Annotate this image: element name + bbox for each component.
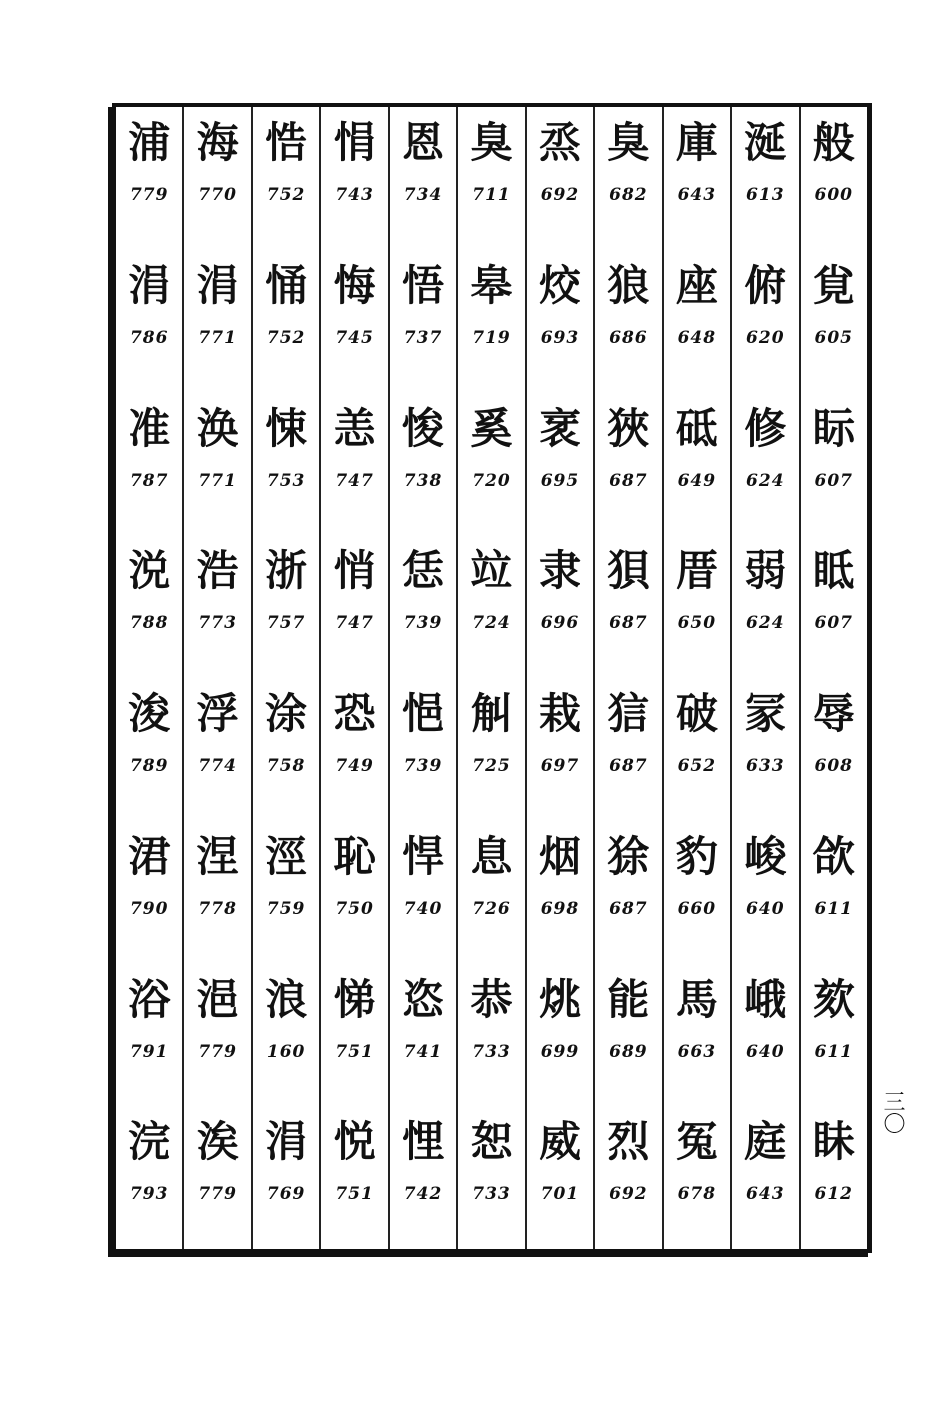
page-folio: 三〇	[880, 1090, 905, 1134]
entry-character: 修	[744, 403, 787, 453]
entry-page-number: 663	[677, 1041, 717, 1062]
entry-character: 狳	[607, 831, 650, 881]
entry-page-number: 160	[266, 1041, 306, 1062]
entry-page-number: 643	[677, 185, 717, 205]
index-entry	[321, 107, 387, 250]
entry-character: 浣	[128, 1117, 171, 1167]
entry-character: 涇	[265, 831, 308, 881]
index-entry	[458, 821, 524, 964]
index-entry	[527, 678, 593, 821]
entry-page-number: 652	[677, 756, 717, 776]
entry-page-number: 699	[540, 1041, 580, 1062]
index-column	[730, 107, 798, 1249]
entry-character: 悔	[333, 260, 376, 310]
index-entry	[458, 250, 524, 393]
entry-character: 觓	[470, 689, 513, 738]
entry-page-number: 753	[266, 470, 306, 491]
index-entry	[664, 535, 730, 678]
entry-character: 恁	[402, 546, 445, 596]
entry-page-number: 605	[814, 327, 853, 348]
entry-character: 眛	[812, 1117, 855, 1167]
entry-character: 浦	[128, 118, 171, 167]
entry-page-number: 759	[266, 898, 306, 919]
entry-character: 庭	[744, 1117, 787, 1167]
index-entry	[664, 678, 730, 821]
entry-page-number: 649	[677, 470, 717, 491]
index-entry	[390, 821, 456, 964]
index-entry	[527, 821, 593, 964]
entry-character: 栽	[538, 689, 581, 738]
index-column	[388, 107, 456, 1249]
entry-page-number: 620	[746, 327, 785, 348]
entry-page-number: 696	[540, 613, 580, 634]
entry-page-number: 720	[472, 470, 511, 491]
entry-page-number: 742	[403, 1184, 443, 1205]
entry-character: 涓	[265, 1117, 308, 1167]
entry-page-number: 789	[129, 756, 169, 776]
index-entry	[664, 964, 730, 1107]
index-entry	[253, 393, 319, 536]
entry-page-number: 693	[540, 327, 580, 348]
entry-character: 皋	[470, 260, 513, 310]
entry-character: 欱	[812, 831, 855, 881]
entry-page-number: 751	[335, 1041, 374, 1062]
index-entry	[116, 107, 182, 250]
index-entry	[116, 964, 182, 1107]
entry-page-number: 773	[198, 613, 237, 634]
entry-character: 浥	[196, 974, 239, 1024]
index-entry	[801, 107, 867, 250]
entry-character: 眡	[812, 546, 855, 596]
entry-character: 般	[812, 118, 855, 167]
index-entry	[527, 1106, 593, 1249]
index-entry	[184, 250, 250, 393]
index-entry	[458, 964, 524, 1107]
index-column	[182, 107, 250, 1249]
entry-page-number: 687	[609, 470, 648, 491]
index-entry	[184, 678, 250, 821]
entry-character: 破	[675, 689, 718, 738]
index-entry	[664, 821, 730, 964]
entry-page-number: 613	[746, 185, 785, 205]
entry-page-number: 608	[814, 756, 853, 776]
entry-character: 烑	[538, 974, 581, 1024]
index-entry	[801, 393, 867, 536]
entry-page-number: 752	[266, 327, 306, 348]
entry-character: 峻	[744, 831, 787, 881]
entry-page-number: 739	[403, 756, 443, 776]
entry-character: 座	[675, 260, 718, 310]
entry-page-number: 624	[746, 613, 785, 634]
index-entry	[458, 393, 524, 536]
entry-page-number: 607	[814, 470, 853, 491]
entry-character: 悟	[402, 260, 445, 310]
entry-character: 欬	[812, 974, 855, 1024]
entry-page-number: 791	[129, 1041, 169, 1062]
entry-page-number: 701	[540, 1184, 580, 1205]
index-column	[662, 107, 730, 1249]
entry-page-number: 779	[198, 1184, 237, 1205]
index-entry	[527, 393, 593, 536]
entry-character: 浮	[196, 689, 239, 738]
index-column	[799, 107, 867, 1249]
index-entry	[732, 535, 798, 678]
entry-character: 馬	[675, 974, 718, 1024]
entry-page-number: 743	[335, 185, 374, 205]
entry-page-number: 774	[198, 756, 237, 776]
entry-page-number: 698	[540, 898, 580, 919]
entry-character: 浴	[128, 974, 171, 1024]
entry-page-number: 747	[335, 613, 374, 634]
entry-character: 涅	[196, 831, 239, 881]
index-entry	[390, 1106, 456, 1249]
entry-character: 峨	[744, 974, 787, 1024]
entry-page-number: 624	[746, 470, 785, 491]
index-entry	[732, 1106, 798, 1249]
entry-page-number: 687	[609, 898, 648, 919]
entry-character: 恩	[402, 118, 445, 167]
entry-page-number: 790	[129, 898, 169, 919]
index-entry	[253, 678, 319, 821]
entry-page-number: 725	[472, 756, 511, 776]
index-entry	[116, 535, 182, 678]
entry-page-number: 640	[746, 898, 785, 919]
entry-character: 悀	[265, 260, 308, 310]
entry-character: 烟	[538, 831, 581, 881]
index-entry	[390, 678, 456, 821]
index-entry	[116, 1106, 182, 1249]
index-column	[593, 107, 661, 1249]
entry-character: 狺	[607, 689, 650, 738]
entry-page-number: 769	[266, 1184, 306, 1205]
entry-page-number: 740	[403, 898, 443, 919]
entry-page-number: 711	[472, 185, 511, 205]
entry-page-number: 648	[677, 327, 717, 348]
entry-character: 悛	[402, 403, 445, 453]
entry-page-number: 695	[540, 470, 580, 491]
index-table	[112, 103, 872, 1253]
entry-character: 悁	[333, 118, 376, 167]
entry-page-number: 738	[403, 470, 443, 491]
index-entry	[253, 250, 319, 393]
entry-character: 恥	[333, 831, 376, 881]
entry-page-number: 752	[266, 185, 306, 205]
index-entry	[321, 964, 387, 1107]
entry-page-number: 779	[198, 1041, 237, 1062]
index-entry	[253, 535, 319, 678]
index-entry	[184, 393, 250, 536]
index-entry	[595, 678, 661, 821]
index-entry	[664, 1106, 730, 1249]
entry-page-number: 751	[335, 1184, 374, 1205]
entry-character: 涓	[196, 260, 239, 310]
entry-character: 海	[196, 118, 239, 167]
entry-character: 烄	[538, 260, 581, 310]
entry-character: 恐	[333, 689, 376, 738]
entry-character: 覍	[812, 260, 855, 310]
entry-page-number: 611	[814, 898, 853, 919]
entry-character: 烝	[538, 118, 581, 167]
entry-character: 浩	[196, 546, 239, 596]
entry-page-number: 726	[472, 898, 511, 919]
index-entry	[595, 250, 661, 393]
entry-character: 悦	[333, 1117, 376, 1167]
index-entry	[732, 821, 798, 964]
entry-page-number: 697	[540, 756, 580, 776]
index-entry	[732, 393, 798, 536]
index-column	[251, 107, 319, 1249]
entry-page-number: 719	[472, 327, 511, 348]
entry-page-number: 686	[609, 327, 648, 348]
index-entry	[184, 964, 250, 1107]
index-entry	[664, 393, 730, 536]
entry-character: 涘	[196, 1117, 239, 1167]
entry-page-number: 757	[266, 613, 306, 634]
entry-page-number: 692	[540, 185, 580, 205]
entry-character: 浙	[265, 546, 308, 596]
index-entry	[527, 107, 593, 250]
index-entry	[664, 250, 730, 393]
index-column	[116, 107, 182, 1249]
entry-page-number: 682	[609, 185, 648, 205]
entry-character: 狽	[607, 546, 650, 596]
entry-character: 浚	[128, 689, 171, 738]
index-entry	[595, 107, 661, 250]
index-entry	[184, 107, 250, 250]
index-entry	[253, 964, 319, 1107]
entry-character: 恙	[333, 403, 376, 453]
entry-character: 狼	[607, 260, 650, 310]
entry-character: 涎	[744, 118, 787, 167]
index-entry	[390, 964, 456, 1107]
index-entry	[732, 107, 798, 250]
entry-character: 豹	[675, 831, 718, 881]
entry-character: 眎	[812, 403, 855, 453]
entry-character: 俯	[744, 260, 787, 310]
index-entry	[390, 107, 456, 250]
entry-page-number: 678	[677, 1184, 717, 1205]
entry-character: 冤	[675, 1117, 718, 1167]
entry-page-number: 786	[129, 327, 169, 348]
index-entry	[390, 393, 456, 536]
index-entry	[527, 535, 593, 678]
entry-character: 悚	[265, 403, 308, 453]
entry-page-number: 749	[335, 756, 374, 776]
index-entry	[527, 964, 593, 1107]
entry-character: 奚	[470, 403, 513, 453]
index-entry	[321, 535, 387, 678]
index-column	[319, 107, 387, 1249]
entry-page-number: 745	[335, 327, 374, 348]
index-entry	[321, 1106, 387, 1249]
index-entry	[732, 678, 798, 821]
entry-character: 涂	[265, 689, 308, 738]
entry-character: 砥	[675, 403, 718, 453]
entry-page-number: 771	[198, 470, 237, 491]
entry-character: 悄	[333, 546, 376, 596]
entry-page-number: 788	[129, 613, 169, 634]
entry-character: 悒	[402, 689, 445, 738]
entry-page-number: 643	[746, 1184, 785, 1205]
entry-character: 涚	[128, 546, 171, 596]
index-entry	[595, 821, 661, 964]
index-entry	[184, 821, 250, 964]
entry-page-number: 633	[746, 756, 785, 776]
entry-page-number: 692	[609, 1184, 648, 1205]
index-entry	[253, 107, 319, 250]
entry-character: 恕	[470, 1117, 513, 1167]
index-entry	[732, 964, 798, 1107]
index-entry	[116, 678, 182, 821]
entry-character: 辱	[812, 689, 855, 738]
index-entry	[732, 250, 798, 393]
entry-character: 弱	[744, 546, 787, 596]
index-entry	[595, 535, 661, 678]
index-entry	[184, 535, 250, 678]
entry-character: 竝	[470, 546, 513, 596]
entry-page-number: 733	[472, 1041, 511, 1062]
entry-character: 涒	[128, 831, 171, 881]
entry-page-number: 724	[472, 613, 511, 634]
index-entry	[801, 964, 867, 1107]
entry-character: 衺	[538, 403, 581, 453]
entry-character: 息	[470, 831, 513, 881]
index-entry	[801, 250, 867, 393]
index-entry	[184, 1106, 250, 1249]
index-entry	[253, 821, 319, 964]
entry-character: 恣	[402, 974, 445, 1024]
index-entry	[390, 250, 456, 393]
index-entry	[527, 250, 593, 393]
entry-character: 臭	[607, 118, 650, 167]
index-entry	[801, 678, 867, 821]
entry-character: 臭	[470, 118, 513, 167]
entry-page-number: 734	[403, 185, 443, 205]
index-entry	[801, 821, 867, 964]
entry-page-number: 600	[814, 185, 853, 205]
index-entry	[321, 821, 387, 964]
index-entry	[595, 393, 661, 536]
entry-page-number: 733	[472, 1184, 511, 1205]
index-entry	[458, 107, 524, 250]
index-entry	[390, 535, 456, 678]
entry-character: 威	[538, 1117, 581, 1167]
index-entry	[458, 678, 524, 821]
index-column	[456, 107, 524, 1249]
entry-page-number: 687	[609, 756, 648, 776]
entry-page-number: 771	[198, 327, 237, 348]
entry-character: 隶	[538, 546, 581, 596]
index-column	[525, 107, 593, 1249]
entry-page-number: 770	[198, 185, 237, 205]
entry-page-number: 758	[266, 756, 306, 776]
index-entry	[458, 1106, 524, 1249]
entry-character: 恭	[470, 974, 513, 1024]
entry-page-number: 778	[198, 898, 237, 919]
entry-character: 准	[128, 403, 171, 453]
entry-page-number: 660	[677, 898, 717, 919]
entry-page-number: 750	[335, 898, 374, 919]
index-entry	[116, 821, 182, 964]
entry-character: 悌	[333, 974, 376, 1024]
entry-character: 浪	[265, 974, 308, 1024]
index-entry	[253, 1106, 319, 1249]
entry-character: 涣	[196, 403, 239, 453]
entry-page-number: 747	[335, 470, 374, 491]
index-entry	[321, 250, 387, 393]
entry-character: 悍	[402, 831, 445, 881]
entry-character: 厝	[675, 546, 718, 596]
entry-page-number: 779	[129, 185, 169, 205]
index-entry	[595, 964, 661, 1107]
entry-page-number: 793	[129, 1184, 169, 1205]
index-entry	[321, 678, 387, 821]
entry-page-number: 787	[129, 470, 169, 491]
entry-page-number: 650	[677, 613, 717, 634]
entry-character: 能	[607, 974, 650, 1024]
entry-page-number: 689	[609, 1041, 648, 1062]
index-entry	[595, 1106, 661, 1249]
index-entry	[801, 1106, 867, 1249]
entry-page-number: 741	[403, 1041, 443, 1062]
entry-character: 狹	[607, 403, 650, 453]
entry-page-number: 640	[746, 1041, 785, 1062]
entry-page-number: 611	[814, 1041, 853, 1062]
entry-page-number: 687	[609, 613, 648, 634]
entry-character: 冡	[744, 689, 787, 738]
entry-character: 烈	[607, 1117, 650, 1167]
entry-page-number: 612	[814, 1184, 853, 1205]
index-entry	[116, 250, 182, 393]
entry-page-number: 737	[403, 327, 443, 348]
index-entry	[458, 535, 524, 678]
entry-character: 庫	[675, 118, 718, 167]
entry-character: 悎	[265, 118, 308, 167]
entry-page-number: 607	[814, 613, 853, 634]
index-entry	[116, 393, 182, 536]
entry-character: 悝	[402, 1117, 445, 1167]
index-entry	[664, 107, 730, 250]
entry-page-number: 739	[403, 613, 443, 634]
entry-character: 涓	[128, 260, 171, 310]
index-entry	[321, 393, 387, 536]
index-entry	[801, 535, 867, 678]
